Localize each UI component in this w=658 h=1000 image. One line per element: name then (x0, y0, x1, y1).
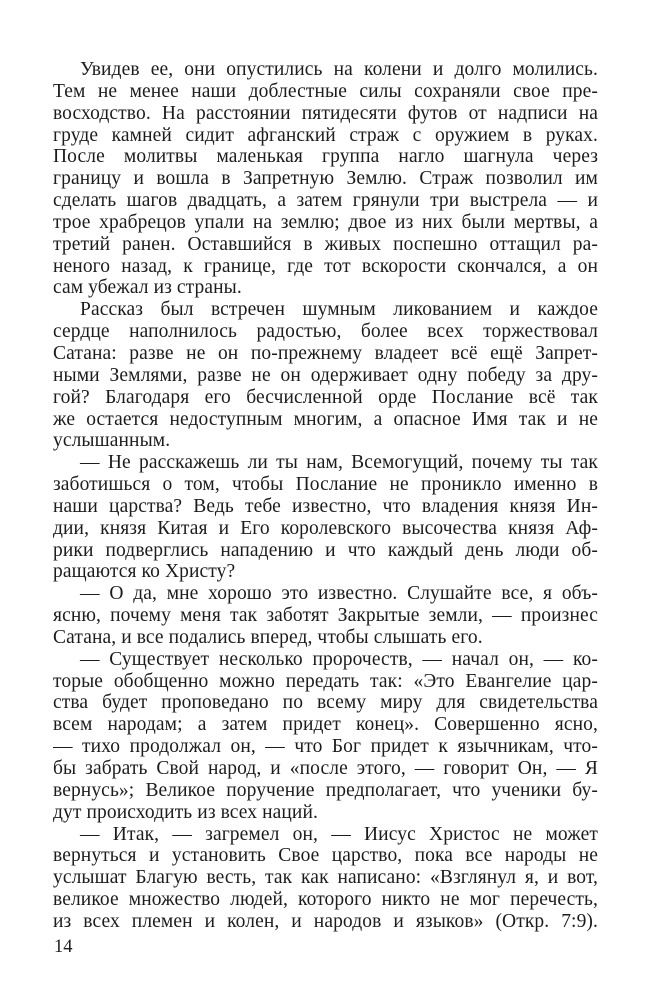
text-line: трое храбрецов упали на землю; двое из них были мертвы, а (53, 211, 598, 233)
text-line: Тем не менее наши доблестные силы сохраняли свое пре- (53, 80, 598, 102)
text-line: сделать шагов двадцать, а затем грянули три выстрела — и (53, 190, 598, 212)
text-line: наши царства? Ведь тебе известно, что владения князя Ин- (53, 495, 598, 517)
text-line: вернуться и установить Свое царство, пока все народы не (53, 845, 598, 867)
text-line: дут происходить из всех наций. (53, 801, 318, 823)
page-text (53, 59, 598, 933)
text-line: великое множество людей, которого никто не мог перечесть, (53, 889, 598, 911)
paragraph (53, 824, 598, 933)
paragraph (53, 583, 598, 649)
text-line: груде камней сидит афганский страж с оружием в руках. (53, 124, 598, 146)
page-number: 14 (54, 937, 73, 957)
text-line: — Итак, — загремел он, — Иисус Христос не может (80, 823, 598, 845)
text-line: границу и вошла в Запретную Землю. Страж позволил им (53, 168, 598, 190)
text-line: сам убежал из страны. (53, 277, 242, 299)
text-line: ными Землями, разве не он одерживает одну победу за дру- (53, 364, 598, 386)
paragraph (53, 649, 598, 824)
text-line: вернусь»; Великое поручение предполагает, что ученики бу- (53, 779, 598, 801)
text-line: дии, князя Китая и Его королевского высочества князя Аф- (53, 517, 598, 539)
text-line: торые обобщенно можно передать так: «Это Евангелие цар- (53, 670, 598, 692)
text-line: третий ранен. Оставшийся в живых поспешно оттащил ра- (53, 233, 598, 255)
text-line: ясню, почему меня так заботят Закрытые земли, — произнес (53, 605, 598, 627)
text-line: — О да, мне хорошо это известно. Слушайте все, я объ- (80, 583, 598, 605)
text-line: услышат Благую весть, так как написано: «Взглянул я, и вот, (53, 867, 598, 889)
text-line: же остается недоступным многим, а опасное Имя так и не (53, 408, 598, 430)
paragraph (53, 452, 598, 583)
text-line: гой? Благодаря его бесчисленной орде Послание всё так (53, 386, 598, 408)
text-line: заботишься о том, чтобы Послание не проникло именно в (53, 474, 598, 496)
text-line: — тихо продолжал он, — что Бог придет к язычникам, что- (53, 736, 598, 758)
text-line: восходство. На расстоянии пятидесяти футов от надписи на (53, 102, 598, 124)
text-line: рики подверглись нападению и что каждый день люди об- (53, 539, 598, 561)
paragraph (53, 59, 598, 299)
text-line: После молитвы маленькая группа нагло шагнула через (53, 146, 598, 168)
text-line: неного назад, к границе, где тот вскорости скончался, а он (53, 255, 598, 277)
text-line: Рассказ был встречен шумным ликованием и каждое (80, 299, 598, 321)
text-line: — Не расскажешь ли ты нам, Всемогущий, почему ты так (80, 452, 598, 474)
text-line: сердце наполнилось радостью, более всех торжествовал (53, 321, 598, 343)
text-line: ства будет проповедано по всему миру для свидетельства (53, 692, 598, 714)
paragraph (53, 299, 598, 452)
text-line: всем народам; а затем придет конец». Совершенно ясно, (53, 714, 598, 736)
text-line: из всех племен и колен, и народов и языков» (Откр. 7:9). (53, 910, 598, 932)
text-line: Сатана, и все подались вперед, чтобы слышать его. (53, 626, 483, 648)
text-line: ращаются ко Христу? (53, 561, 236, 583)
text-line: — Существует несколько пророчеств, — начал он, — ко- (80, 648, 598, 670)
text-line: услышанным. (53, 430, 171, 452)
text-line: Увидев ее, они опустились на колени и долго молились. (80, 59, 598, 80)
text-line: бы забрать Свой народ, и «после этого, — говорит Он, — Я (53, 758, 598, 779)
text-line: Сатана: разве не он по-прежнему владеет всё ещё Запрет- (53, 342, 598, 364)
